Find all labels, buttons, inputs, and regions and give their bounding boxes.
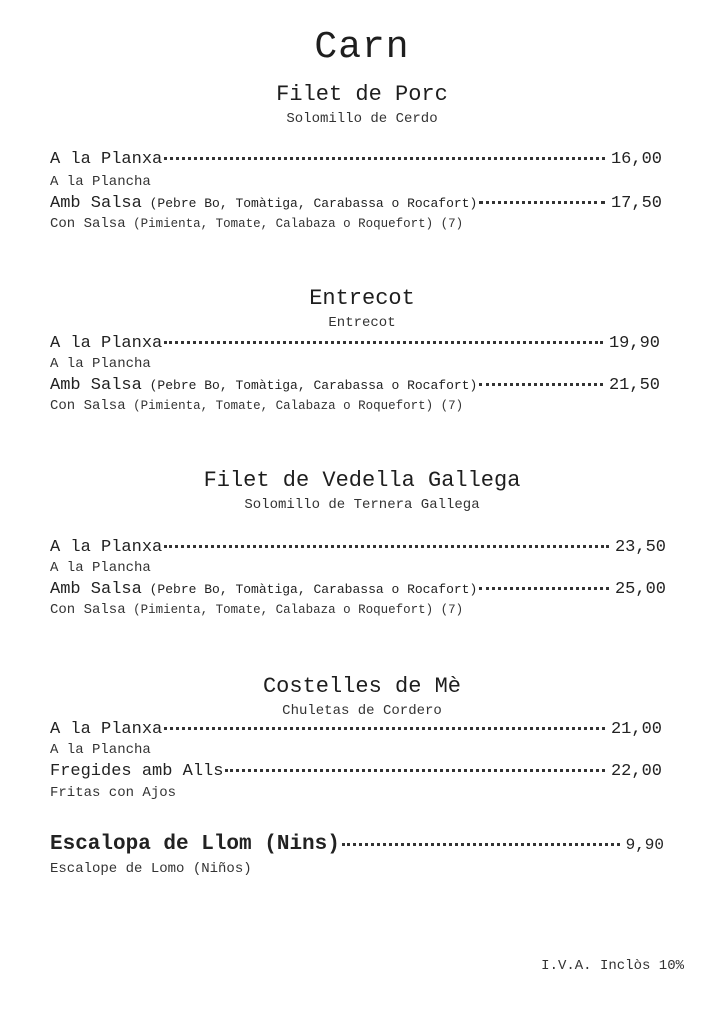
item-name: A la Planxa [50, 538, 163, 557]
item-translation: Con Salsa (Pimienta, Tomate, Calabaza o Roquefort) (7) [50, 398, 464, 414]
menu-item [50, 720, 662, 739]
item-name: Amb Salsa (Pebre Bo, Tomàtiga, Carabassa o Rocafort) [50, 580, 478, 599]
tax-note: I.V.A. Inclòs 10% [541, 958, 684, 974]
section-title: Costelles de Mè [262, 674, 462, 699]
item-translation: Con Salsa (Pimienta, Tomate, Calabaza o Roquefort) (7) [50, 602, 464, 618]
item-price: 21,00 [610, 720, 662, 739]
item-translation: Con Salsa (Pimienta, Tomate, Calabaza o Roquefort) (7) [50, 216, 464, 232]
menu-item-escalopa [50, 833, 664, 856]
section-header-filet-de-porc [0, 82, 724, 128]
item-price: 25,00 [614, 580, 666, 599]
item-name: A la Planxa [50, 720, 163, 739]
section-header-entrecot [0, 286, 724, 332]
section-subtitle: Chuletas de Cordero [282, 703, 442, 719]
item-translation: Fritas con Ajos [50, 785, 177, 801]
section-subtitle: Solomillo de Ternera Gallega [244, 497, 480, 513]
item-price: 9,90 [625, 836, 664, 854]
item-translation: A la Plancha [50, 742, 151, 758]
item-name: Escalopa de Llom (Nins) [50, 833, 340, 856]
menu-item [50, 376, 660, 395]
dot-leader [225, 769, 605, 772]
menu-item [50, 194, 662, 213]
section-subtitle: Entrecot [328, 315, 396, 331]
item-name: A la Planxa [50, 150, 163, 169]
dot-leader [479, 587, 609, 590]
section-title: Filet de Vedella Gallega [203, 468, 521, 493]
item-name: Fregides amb Alls [50, 762, 224, 781]
item-name: A la Planxa [50, 334, 163, 353]
item-name: Amb Salsa (Pebre Bo, Tomàtiga, Carabassa o Rocafort) [50, 194, 478, 213]
item-translation: Escalope de Lomo (Niños) [50, 861, 252, 877]
item-name: Amb Salsa (Pebre Bo, Tomàtiga, Carabassa o Rocafort) [50, 376, 478, 395]
item-price: 16,00 [610, 150, 662, 169]
dot-leader [164, 341, 603, 344]
item-translation: A la Plancha [50, 174, 151, 190]
menu-item [50, 334, 660, 353]
item-translation: A la Plancha [50, 560, 151, 576]
dot-leader [164, 727, 605, 730]
page-title: Carn [314, 26, 410, 69]
dot-leader [164, 157, 605, 160]
item-translation: A la Plancha [50, 356, 151, 372]
section-title: Filet de Porc [276, 82, 448, 107]
section-header-filet-de-vedella [0, 468, 724, 514]
menu-item [50, 762, 662, 781]
section-subtitle: Solomillo de Cerdo [286, 111, 438, 127]
menu-item [50, 580, 666, 599]
dot-leader [164, 545, 609, 548]
menu-item [50, 538, 666, 557]
dot-leader [479, 201, 605, 204]
dot-leader [342, 843, 620, 846]
menu-item [50, 150, 662, 169]
section-header-costelles [0, 674, 724, 720]
dot-leader [479, 383, 603, 386]
item-price: 23,50 [614, 538, 666, 557]
item-price: 21,50 [608, 376, 660, 395]
item-price: 22,00 [610, 762, 662, 781]
item-price: 17,50 [610, 194, 662, 213]
section-title: Entrecot [309, 286, 415, 311]
item-price: 19,90 [608, 334, 660, 353]
